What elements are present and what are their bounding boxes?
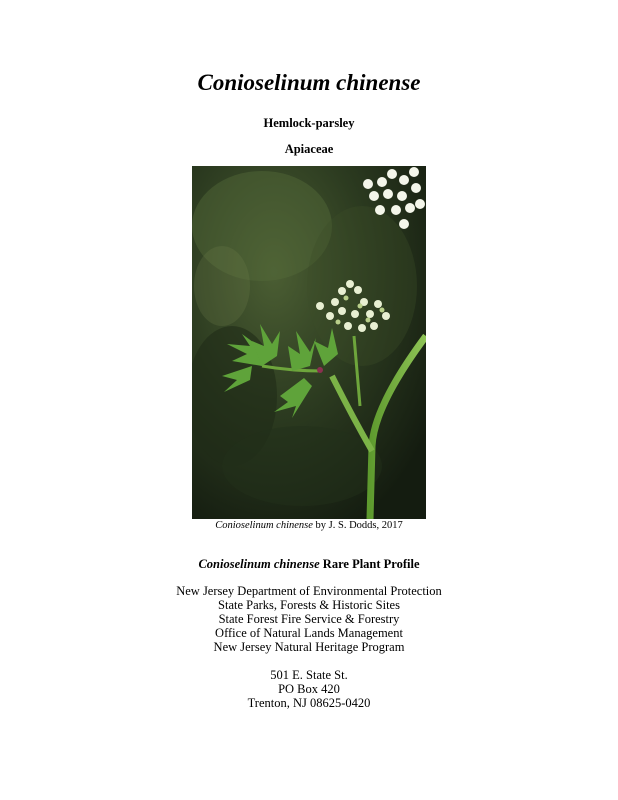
profile-label: Rare Plant Profile	[319, 557, 420, 571]
caption-species: Conioselinum chinense	[215, 520, 313, 531]
organization-line: State Forest Fire Service & Forestry	[218, 612, 400, 626]
plant-family: Apiaceae	[284, 142, 334, 156]
organization-line: New Jersey Department of Environmental Protection	[176, 584, 442, 598]
common-name: Hemlock-parsley	[263, 116, 355, 130]
organization-line: New Jersey Natural Heritage Program	[213, 640, 405, 654]
profile-heading	[0, 557, 618, 572]
organization-list	[0, 584, 618, 654]
address-line: 501 E. State St.	[270, 668, 348, 682]
document-title: Conioselinum chinense	[197, 70, 421, 95]
plant-photo	[192, 166, 426, 519]
organization-line: State Parks, Forests & Historic Sites	[218, 598, 400, 612]
photo-caption	[0, 520, 618, 531]
address-line: Trenton, NJ 08625-0420	[247, 696, 371, 710]
organization-line: Office of Natural Lands Management	[215, 626, 403, 640]
profile-species: Conioselinum chinense	[198, 557, 320, 571]
caption-credit: by J. S. Dodds, 2017	[312, 520, 403, 531]
mailing-address	[0, 668, 618, 710]
address-line: PO Box 420	[278, 682, 340, 696]
plant-photo-illustration	[192, 166, 426, 519]
